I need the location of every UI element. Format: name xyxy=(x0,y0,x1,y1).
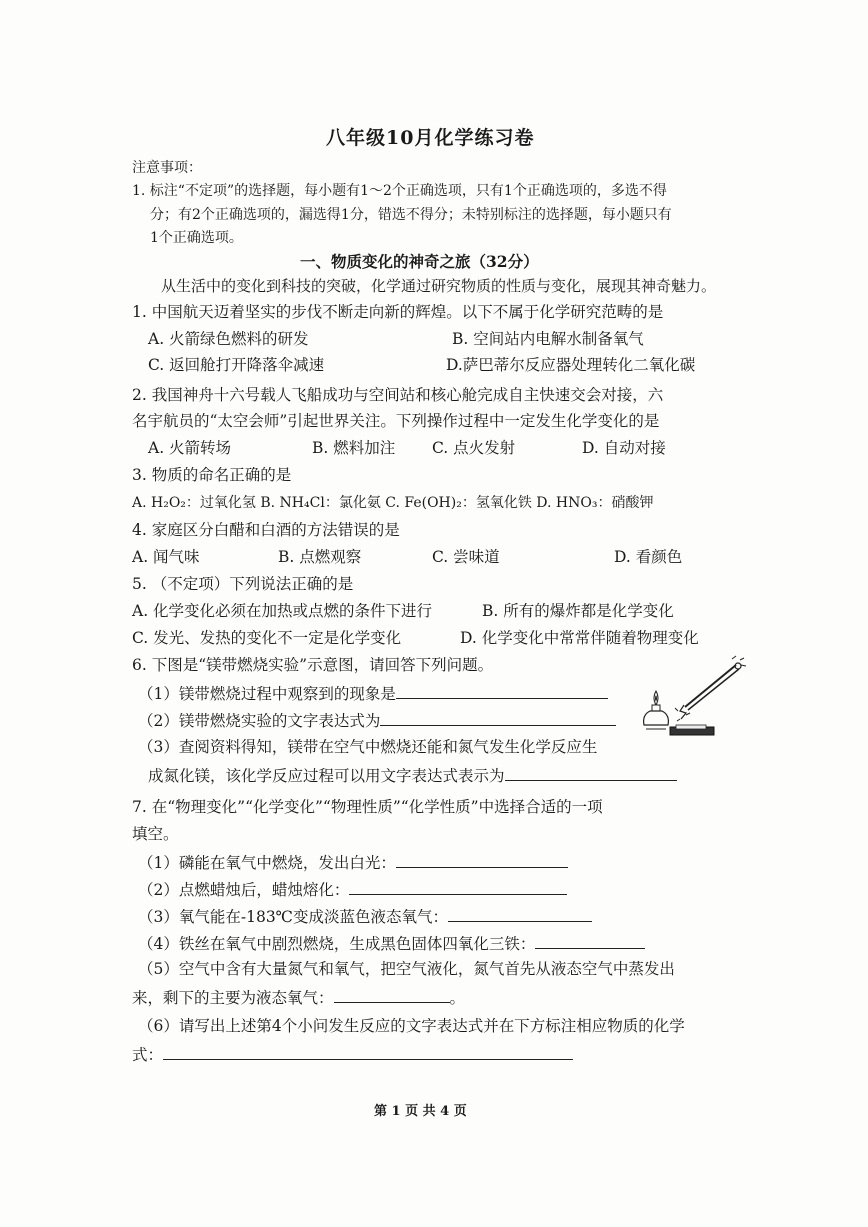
q6-sub-3b xyxy=(148,764,677,786)
q4-option-a: A. 闻气味 xyxy=(132,548,200,566)
q7-sub-2-text: （2）点燃蜡烛后，蜡烛熔化： xyxy=(138,881,350,899)
q6-sub-2 xyxy=(138,709,616,731)
q2-option-c: C. 点火发射 xyxy=(432,439,516,457)
q7-sub-3 xyxy=(138,905,592,927)
q7-sub-4-text: （4）铁丝在氧气中剧烈燃烧，生成黑色固体四氧化三铁： xyxy=(138,935,536,953)
q2-option-a: A. 火箭转场 xyxy=(148,439,232,457)
section-heading: 一、物质变化的神奇之旅（32分） xyxy=(300,252,539,271)
q6-sub-1-text: （1）镁带燃烧过程中观察到的现象是 xyxy=(138,685,396,703)
q7-sub-3-blank[interactable] xyxy=(448,905,592,922)
q7-sub-5-blank[interactable] xyxy=(334,986,450,1003)
q7-sub-2 xyxy=(138,878,567,900)
q7-sub-1 xyxy=(138,851,568,873)
page-footer: 第 1 页 共 4 页 xyxy=(374,1104,467,1119)
q3-stem: 3. 物质的命名正确的是 xyxy=(132,466,292,484)
q6-stem: 6. 下图是“镁带燃烧实验”示意图，请回答下列问题。 xyxy=(132,656,494,674)
notice-line-1: 1. 标注“不定项”的选择题，每小题有1～2个正确选项，只有1个正确选项的，多选不得 xyxy=(132,183,667,199)
q1-option-c: C. 返回舱打开降落伞减速 xyxy=(148,356,325,374)
q7-sub-6a: （6）请写出上述第4个小问发生反应的文字表达式并在下方标注相应物质的化学 xyxy=(138,1017,685,1035)
q7-sub-4 xyxy=(138,932,645,954)
q5-option-c: C. 发光、发热的变化不一定是化学变化 xyxy=(132,629,402,647)
q1-option-a: A. 火箭绿色燃料的研发 xyxy=(148,330,309,348)
q4-option-c: C. 尝味道 xyxy=(432,548,500,566)
q6-sub-1-blank[interactable] xyxy=(396,682,608,699)
q7-sub-3-text: （3）氧气能在-183℃变成淡蓝色液态氧气： xyxy=(138,908,449,926)
q7-sub-2-blank[interactable] xyxy=(349,878,567,895)
section-intro: 从生活中的变化到科技的突破，化学通过研究物质的性质与变化，展现其神奇魅力。 xyxy=(161,277,717,295)
q7-sub-1-blank[interactable] xyxy=(396,851,568,868)
notice-line-2: 分；有2个正确选项的，漏选得1分，错选不得分；未特别标注的选择题，每小题只有 xyxy=(150,207,672,223)
notice-heading: 注意事项： xyxy=(132,160,202,176)
q6-sub-2-text: （2）镁带燃烧实验的文字表达式为 xyxy=(138,712,381,730)
q7-sub-6b xyxy=(132,1043,573,1065)
q7-sub-1-text: （1）磷能在氧气中燃烧，发出白光： xyxy=(138,854,396,872)
q7-sub-5-end: 。 xyxy=(449,989,466,1007)
q1-stem: 1. 中国航天迈着坚实的步伐不断走向新的辉煌。以下不属于化学研究范畴的是 xyxy=(132,303,664,321)
q5-option-a: A. 化学变化必须在加热或点燃的条件下进行 xyxy=(132,602,433,620)
q2-stem-1: 2. 我国神舟十六号载人飞船成功与空间站和核心舱完成自主快速交会对接，六 xyxy=(132,386,664,404)
page-title: 八年级10月化学练习卷 xyxy=(326,127,535,149)
q6-sub-3-blank[interactable] xyxy=(505,764,677,781)
q6-sub-3-text: 成氮化镁，该化学反应过程可以用文字表达式表示为 xyxy=(148,767,505,785)
q6-sub-3a: （3）查阅资料得知，镁带在空气中燃烧还能和氮气发生化学反应生 xyxy=(138,738,598,756)
magnesium-burning-apparatus-icon xyxy=(640,655,750,750)
q4-option-d: D. 看颜色 xyxy=(614,548,683,566)
q7-stem-2: 填空。 xyxy=(132,825,179,843)
q2-option-d: D. 自动对接 xyxy=(582,439,666,457)
q7-sub-4-blank[interactable] xyxy=(535,932,645,949)
q6-sub-1 xyxy=(138,682,608,704)
q7-sub-5-text: 来，剩下的主要为液态氧气： xyxy=(132,989,334,1007)
q6-sub-2-blank[interactable] xyxy=(380,709,616,726)
q3-options: A. H₂O₂：过氧化氢 B. NH₄Cl：氯化氨 C. Fe(OH)₂：氢氧化铁 D. HNO₃：硝酸钾 xyxy=(132,495,654,511)
q1-option-d: D.萨巴蒂尔反应器处理转化二氧化碳 xyxy=(446,356,696,374)
q5-stem: 5. （不定项）下列说法正确的是 xyxy=(132,575,354,593)
q4-stem: 4. 家庭区分白醋和白酒的方法错误的是 xyxy=(132,521,400,539)
notice-line-3: 1个正确选项。 xyxy=(150,230,243,246)
q5-option-d: D. 化学变化中常常伴随着物理变化 xyxy=(460,629,699,647)
q1-option-b: B. 空间站内电解水制备氧气 xyxy=(452,330,644,348)
q7-sub-6-text: 式： xyxy=(132,1046,164,1064)
q7-sub-5a: （5）空气中含有大量氮气和氧气，把空气液化，氮气首先从液态空气中蒸发出 xyxy=(138,960,675,978)
q7-sub-5b xyxy=(132,986,465,1008)
q2-stem-2: 名宇航员的“太空会师”引起世界关注。下列操作过程中一定发生化学变化的是 xyxy=(132,412,660,430)
q7-stem-1: 7. 在“物理变化”“化学变化”“物理性质”“化学性质”中选择合适的一项 xyxy=(132,798,603,816)
q2-option-b: B. 燃料加注 xyxy=(312,439,396,457)
q5-option-b: B. 所有的爆炸都是化学变化 xyxy=(482,602,674,620)
q7-sub-6-blank[interactable] xyxy=(163,1043,573,1060)
q4-option-b: B. 点燃观察 xyxy=(278,548,362,566)
